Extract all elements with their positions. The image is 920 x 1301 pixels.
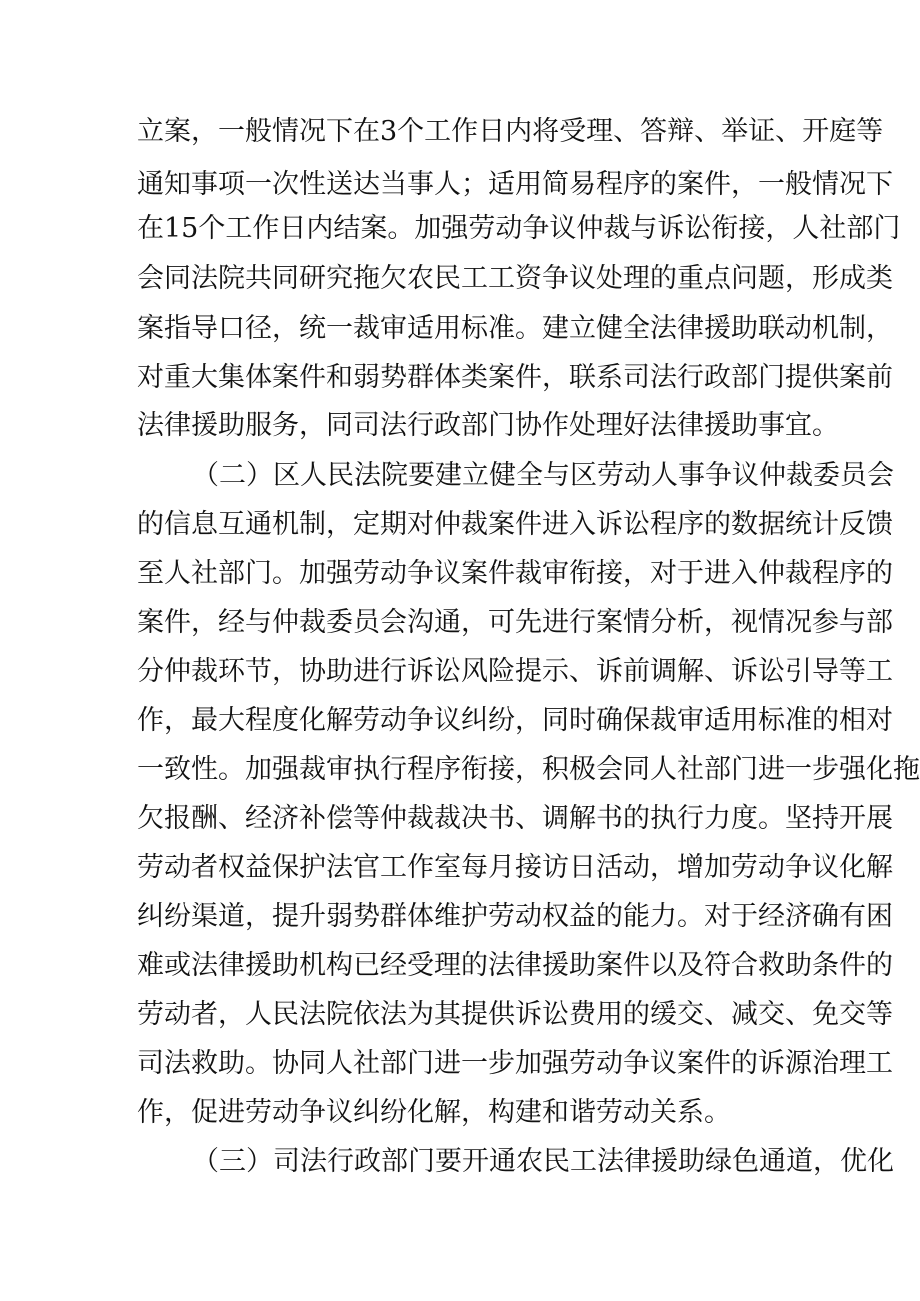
text-line-21: 作，促进劳动争议纠纷化解，构建和谐劳动关系。	[137, 1097, 731, 1128]
text-line-10: 至人社部门。加强劳动争议案件裁审衔接，对于进入仲裁程序的	[137, 558, 893, 589]
text-line-11: 案件，经与仲裁委员会沟通，可先进行案情分析，视情况参与部	[137, 607, 893, 638]
text-line-18: 难或法律援助机构已经受理的法律援助案件以及符合救助条件的	[137, 950, 893, 981]
text-line-15: 欠报酬、经济补偿等仲裁裁决书、调解书的执行力度。坚持开展	[137, 803, 893, 834]
text-line-9: 的信息互通机制，定期对仲裁案件进入诉讼程序的数据统计反馈	[137, 509, 893, 540]
text-line-1: 立案，一般情况下在3个工作日内将受理、答辩、举证、开庭等	[137, 116, 884, 147]
text-line-16: 劳动者权益保护法官工作室每月接访日活动，增加劳动争议化解	[137, 852, 893, 883]
text-line-6: 对重大集体案件和弱势群体类案件，联系司法行政部门提供案前	[137, 362, 893, 393]
text-line-14: 一致性。加强裁审执行程序衔接，积极会同人社部门进一步强化拖	[137, 754, 920, 785]
text-line-22: （三）司法行政部门要开通农民工法律援助绿色通道，优化	[192, 1146, 894, 1177]
text-line-20: 司法救助。协同人社部门进一步加强劳动争议案件的诉源治理工	[137, 1048, 893, 1079]
text-line-2: 通知事项一次性送达当事人；适用简易程序的案件，一般情况下	[137, 169, 893, 200]
text-line-4: 会同法院共同研究拖欠农民工工资争议处理的重点问题，形成类	[137, 263, 893, 294]
text-line-13: 作，最大程度化解劳动争议纠纷，同时确保裁审适用标准的相对	[137, 705, 893, 736]
text-line-8: （二）区人民法院要建立健全与区劳动人事争议仲裁委员会	[192, 460, 894, 491]
text-line-5: 案指导口径，统一裁审适用标准。建立健全法律援助联动机制，	[137, 313, 893, 344]
text-line-7: 法律援助服务，同司法行政部门协作处理好法律援助事宜。	[137, 410, 839, 441]
text-line-19: 劳动者，人民法院依法为其提供诉讼费用的缓交、减交、免交等	[137, 999, 893, 1030]
text-line-17: 纠纷渠道，提升弱势群体维护劳动权益的能力。对于经济确有困	[137, 901, 893, 932]
text-line-3: 在15个工作日内结案。加强劳动争议仲裁与诉讼衔接，人社部门	[137, 213, 901, 244]
text-line-12: 分仲裁环节，协助进行诉讼风险提示、诉前调解、诉讼引导等工	[137, 656, 893, 687]
